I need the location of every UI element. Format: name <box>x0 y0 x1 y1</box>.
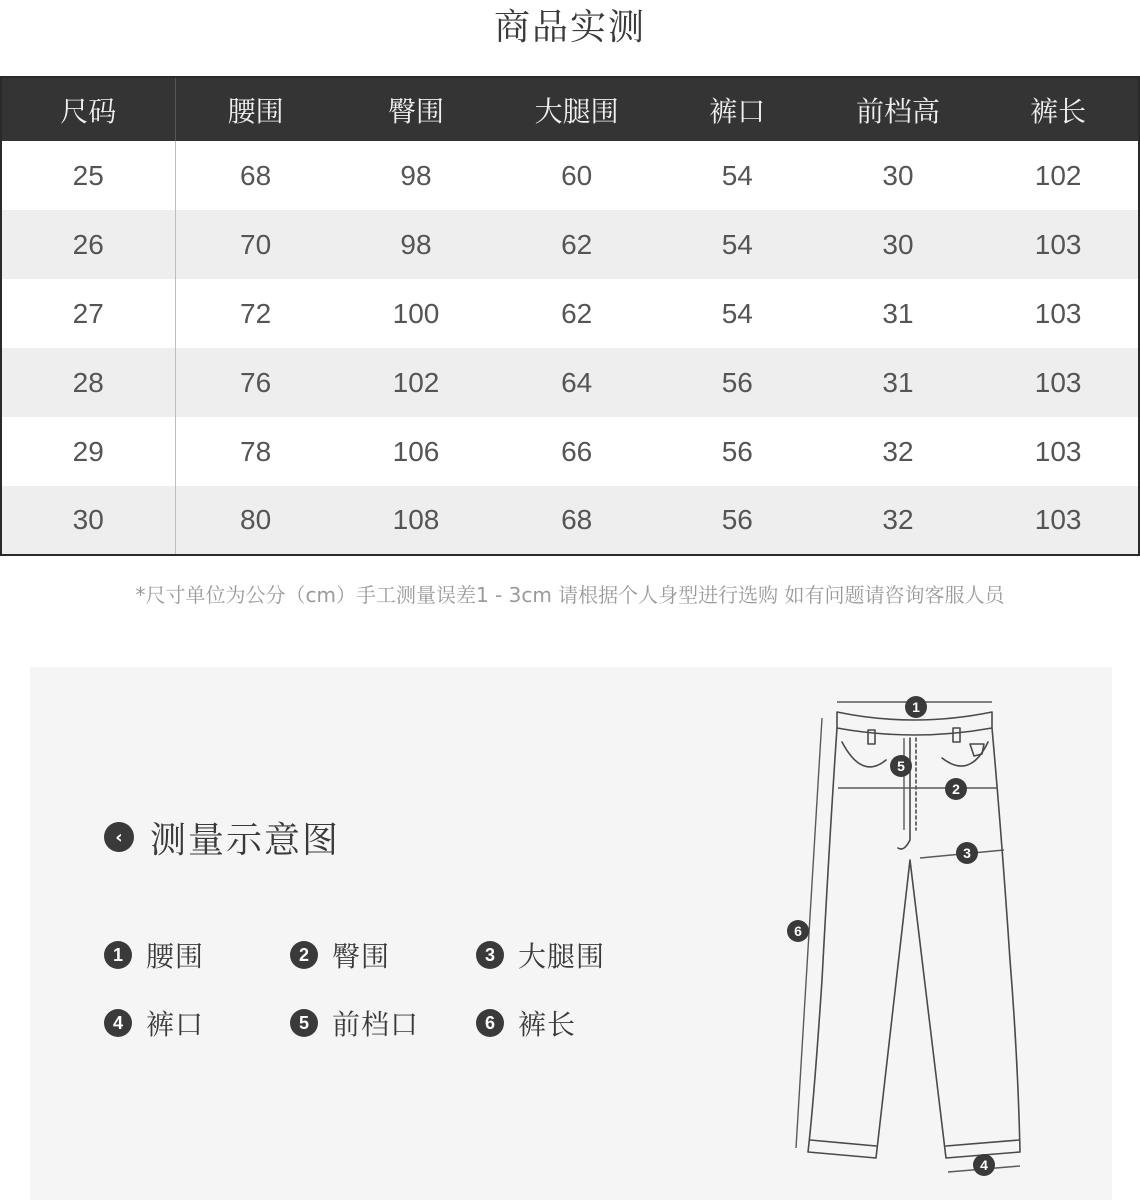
legend-item-length <box>476 1005 576 1041</box>
table-cell: 30 <box>818 210 979 279</box>
table-row <box>1 210 1139 279</box>
marker-3-label: 3 <box>963 845 971 861</box>
legend-item-thigh <box>476 937 605 973</box>
number-badge-icon: 4 <box>104 1009 132 1037</box>
chevron-left-icon: ‹ <box>104 822 134 852</box>
table-cell: 68 <box>240 159 272 191</box>
marker-1-label: 1 <box>912 699 920 715</box>
legend-item-front-rise <box>290 1005 419 1041</box>
table-cell: 56 <box>721 435 753 467</box>
size-cell: 25 <box>1 141 175 210</box>
table-row <box>1 486 1139 555</box>
number-badge-icon: 2 <box>290 941 318 969</box>
table-cell: 66 <box>561 435 593 467</box>
table-cell: 31 <box>882 297 914 329</box>
table-cell: 31 <box>818 348 979 417</box>
table-row <box>1 141 1139 210</box>
table-cell: 98 <box>336 210 497 279</box>
table-cell: 54 <box>721 159 753 191</box>
table-cell: 102 <box>1034 159 1082 191</box>
legend-label: 裤长 <box>518 1008 577 1041</box>
table-cell: 32 <box>818 486 979 555</box>
legend-label: 前档口 <box>332 1008 420 1041</box>
table-cell: 62 <box>561 297 593 329</box>
table-cell: 80 <box>175 486 336 555</box>
table-cell: 108 <box>336 486 497 555</box>
table-cell: 54 <box>657 210 818 279</box>
header-leg-opening: 裤口 <box>657 77 818 141</box>
table-cell: 70 <box>175 210 336 279</box>
hem-line <box>946 1140 1019 1146</box>
table-row <box>1 279 1139 348</box>
pants-outline <box>808 728 1020 1158</box>
header-length: 裤长 <box>978 77 1139 141</box>
legend-label: 大腿围 <box>518 940 606 973</box>
table-cell: 103 <box>1034 435 1082 467</box>
legend-label: 裤口 <box>146 1008 205 1041</box>
table-cell: 68 <box>496 486 657 555</box>
header-waist: 腰围 <box>175 77 336 141</box>
table-cell: 103 <box>978 348 1139 417</box>
number-badge-icon: 6 <box>476 1009 504 1037</box>
table-row <box>1 417 1139 486</box>
header-front-rise: 前档高 <box>818 77 979 141</box>
table-cell: 106 <box>392 435 440 467</box>
size-cell: 26 <box>1 210 175 279</box>
page-title: 商品实测 <box>493 7 646 48</box>
header-hip: 臀围 <box>336 77 497 141</box>
table-cell: 72 <box>240 297 272 329</box>
size-cell: 28 <box>1 348 175 417</box>
table-cell: 30 <box>882 159 914 191</box>
diagram-heading <box>104 812 340 862</box>
table-header-row <box>1 77 1139 141</box>
table-cell: 98 <box>400 159 432 191</box>
table-cell: 56 <box>657 486 818 555</box>
table-cell: 103 <box>978 486 1139 555</box>
header-thigh: 大腿围 <box>496 77 657 141</box>
header-size: 尺码 <box>1 77 175 141</box>
table-cell: 100 <box>392 297 440 329</box>
left-pocket <box>842 742 886 767</box>
legend-item-hip <box>290 937 390 973</box>
number-badge-icon: 1 <box>104 941 132 969</box>
table-cell: 32 <box>882 435 914 467</box>
table-cell: 64 <box>496 348 657 417</box>
table-cell: 103 <box>1034 297 1082 329</box>
size-cell: 30 <box>1 486 175 555</box>
marker-6-label: 6 <box>794 923 802 939</box>
table-cell: 54 <box>721 297 753 329</box>
table-cell: 60 <box>561 159 593 191</box>
hem-line <box>810 1140 876 1146</box>
table-cell: 102 <box>336 348 497 417</box>
pants-diagram <box>770 680 1050 1185</box>
table-cell: 78 <box>240 435 272 467</box>
table-cell: 62 <box>496 210 657 279</box>
table-cell: 56 <box>657 348 818 417</box>
table-cell: 103 <box>978 210 1139 279</box>
size-cell: 27 <box>1 279 175 348</box>
marker-5-label: 5 <box>897 758 905 774</box>
diagram-title: 测量示意图 <box>150 819 341 861</box>
legend-item-leg-opening <box>104 1005 204 1041</box>
legend-label: 腰围 <box>146 940 205 973</box>
coin-pocket <box>970 744 984 756</box>
table-cell: 76 <box>175 348 336 417</box>
measurement-note: *尺寸单位为公分（cm）手工测量误差1 - 3cm 请根据个人身型进行选购 如有问题请咨询客服人员 <box>135 583 1005 607</box>
marker-4-label: 4 <box>980 1157 988 1173</box>
number-badge-icon: 5 <box>290 1009 318 1037</box>
table-row <box>1 348 1139 417</box>
belt-loop <box>953 728 960 742</box>
number-badge-icon: 3 <box>476 941 504 969</box>
legend-item-waist <box>104 937 204 973</box>
size-table <box>0 76 1140 556</box>
size-cell: 29 <box>1 417 175 486</box>
legend-label: 臀围 <box>332 940 391 973</box>
marker-2-label: 2 <box>952 781 960 797</box>
